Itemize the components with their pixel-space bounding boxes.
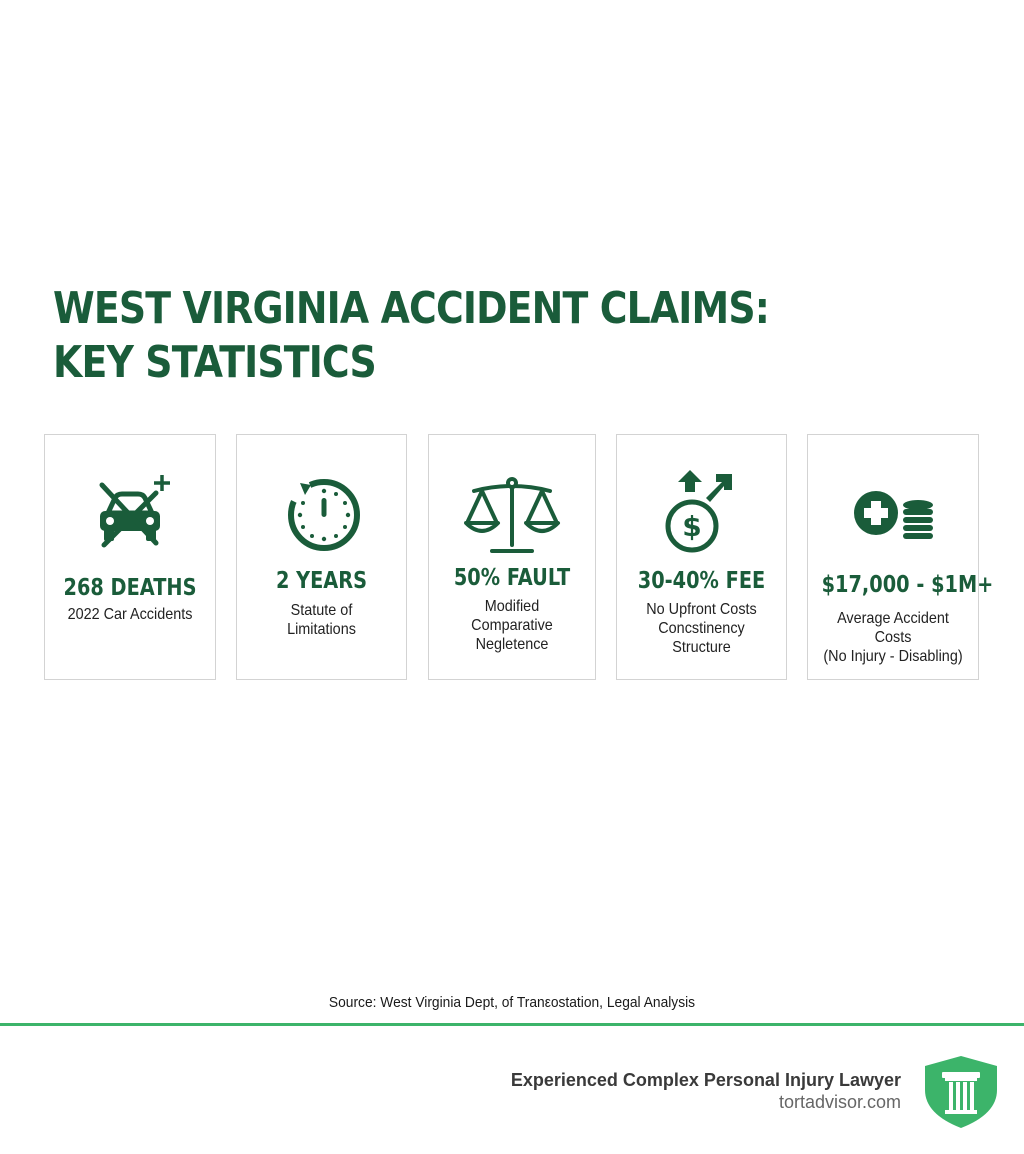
stat-card-statute bbox=[236, 434, 407, 680]
scales-of-justice-icon bbox=[429, 471, 595, 555]
stat-headline: $17,000 - $1M+ bbox=[821, 572, 994, 598]
shield-pillar-logo-icon bbox=[921, 1054, 1001, 1135]
page-title bbox=[53, 282, 769, 390]
crossed-car-icon bbox=[45, 471, 215, 555]
stat-description: Modified Comparative Negletence bbox=[471, 598, 553, 653]
stat-description: Average Accident Costs (No Injury - Disabling) bbox=[823, 610, 963, 665]
stat-description: 2022 Car Accidents bbox=[67, 606, 193, 623]
stat-card-deaths bbox=[44, 434, 216, 680]
dollar-up-arrows-icon bbox=[617, 471, 786, 555]
stat-description: No Upfront Costs Concstinency Structure bbox=[646, 601, 757, 656]
footer-tagline: Experienced Complex Personal Injury Lawyer bbox=[510, 1070, 901, 1090]
stat-description: Statute of Limitations bbox=[287, 602, 356, 638]
medical-cross-coins-icon bbox=[808, 471, 978, 555]
footer-divider bbox=[0, 1023, 1024, 1026]
stat-card-fee bbox=[616, 434, 787, 680]
stat-headline: 50% FAULT bbox=[453, 565, 571, 591]
stat-headline: 268 DEATHS bbox=[63, 575, 197, 601]
title-line-1: WEST VIRGINIA ACCIDENT CLAIMS: bbox=[53, 283, 769, 334]
source-note: Source: West Virginia Dept, of Tranεostation, Legal Analysis bbox=[328, 994, 696, 1011]
title-line-2: KEY STATISTICS bbox=[53, 337, 376, 388]
stopwatch-icon bbox=[237, 471, 406, 555]
footer-domain: tortadvisor.com bbox=[778, 1092, 901, 1112]
footer-branding bbox=[511, 1068, 901, 1112]
stat-headline: 30-40% FEE bbox=[637, 568, 766, 594]
stat-card-fault bbox=[428, 434, 596, 680]
stat-headline: 2 YEARS bbox=[275, 568, 368, 594]
stat-card-costs bbox=[807, 434, 994, 680]
svg-text:$: $ bbox=[681, 510, 702, 543]
